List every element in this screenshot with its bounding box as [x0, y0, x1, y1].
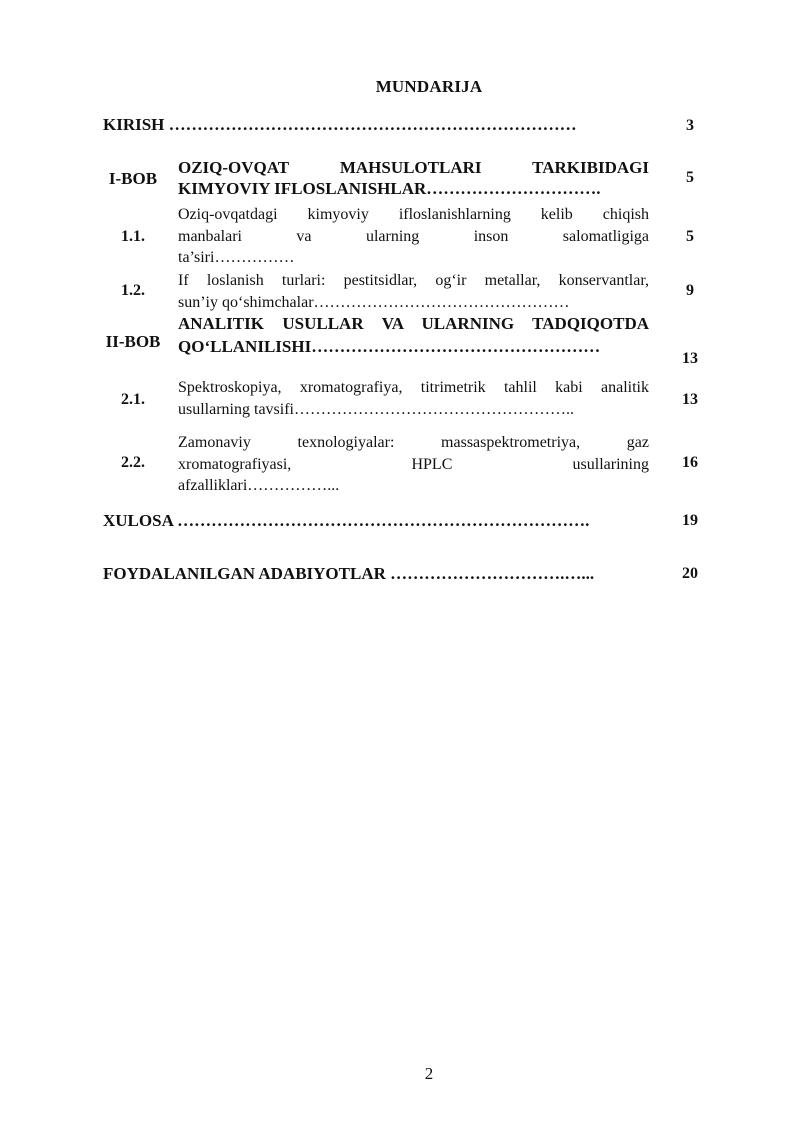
toc-page-2-2: 16	[682, 454, 698, 471]
page-number: 2	[424, 1064, 434, 1083]
toc-page-kirish: 3	[686, 117, 694, 134]
toc-page-bob2: 13	[682, 350, 698, 367]
toc-entry-2-2-line2: xromatografiyasi, HPLC usullarining	[178, 456, 649, 473]
toc-page-bob1: 5	[686, 169, 694, 186]
toc-entry-bob1-line1: OZIQ-OVQAT MAHSULOTLARI TARKIBIDAGI	[178, 158, 649, 177]
toc-page-1-2: 9	[686, 282, 694, 299]
toc-page-adabiyotlar: 20	[682, 565, 698, 582]
toc-number-1-1: 1.1.	[121, 228, 145, 245]
toc-title: MUNDARIJA	[375, 77, 483, 96]
toc-entry-1-2-line1: If loslanish turlari: pestitsidlar, og‘ir metallar, konservantlar,	[178, 272, 649, 289]
toc-entry-2-1-line2: usullarning tavsifi……………………………………………..	[178, 401, 574, 418]
toc-entry-1-1-line1: Oziq-ovqatdagi kimyoviy ifloslanishlarning kelib chiqish	[178, 206, 649, 223]
toc-entry-bob2-line1: ANALITIK USULLAR VA ULARNING TADQIQOTDA	[178, 314, 649, 333]
toc-entry-kirish: KIRISH ………………………………………………………………	[103, 115, 577, 134]
toc-entry-adabiyotlar: FOYDALANILGAN ADABIYOTLAR ………………………….…...	[103, 564, 595, 583]
toc-entry-bob1-line2: KIMYOVIY IFLOSLANISHLAR………………………….	[178, 179, 601, 198]
toc-number-bob1: I-BOB	[108, 169, 158, 188]
toc-entry-2-1-line1: Spektroskopiya, xromatografiya, titrimetrik tahlil kabi analitik	[178, 379, 649, 396]
toc-page-2-1: 13	[682, 391, 698, 408]
toc-entry-1-1-line3: ta’siri……………	[178, 249, 295, 266]
toc-entry-1-1-line2: manbalari va ularning inson salomatligiga	[178, 228, 649, 245]
toc-entry-xulosa: XULOSA ……………………………………………………………….	[103, 511, 590, 530]
toc-number-2-2: 2.2.	[121, 454, 145, 471]
toc-page-1-1: 5	[686, 228, 694, 245]
toc-entry-2-2-line1: Zamonaviy texnologiyalar: massaspektrometriya, gaz	[178, 434, 649, 451]
toc-entry-1-2-line2: sun’iy qo‘shimchalar…………………………………………	[178, 294, 570, 311]
toc-number-2-1: 2.1.	[121, 391, 145, 408]
toc-entry-2-2-line3: afzalliklari……………...	[178, 477, 340, 494]
toc-number-bob2: II-BOB	[105, 332, 161, 351]
toc-number-1-2: 1.2.	[121, 282, 145, 299]
toc-page-xulosa: 19	[682, 512, 698, 529]
toc-entry-bob2-line2: QO‘LLANILISHI……………………………………………	[178, 337, 601, 356]
